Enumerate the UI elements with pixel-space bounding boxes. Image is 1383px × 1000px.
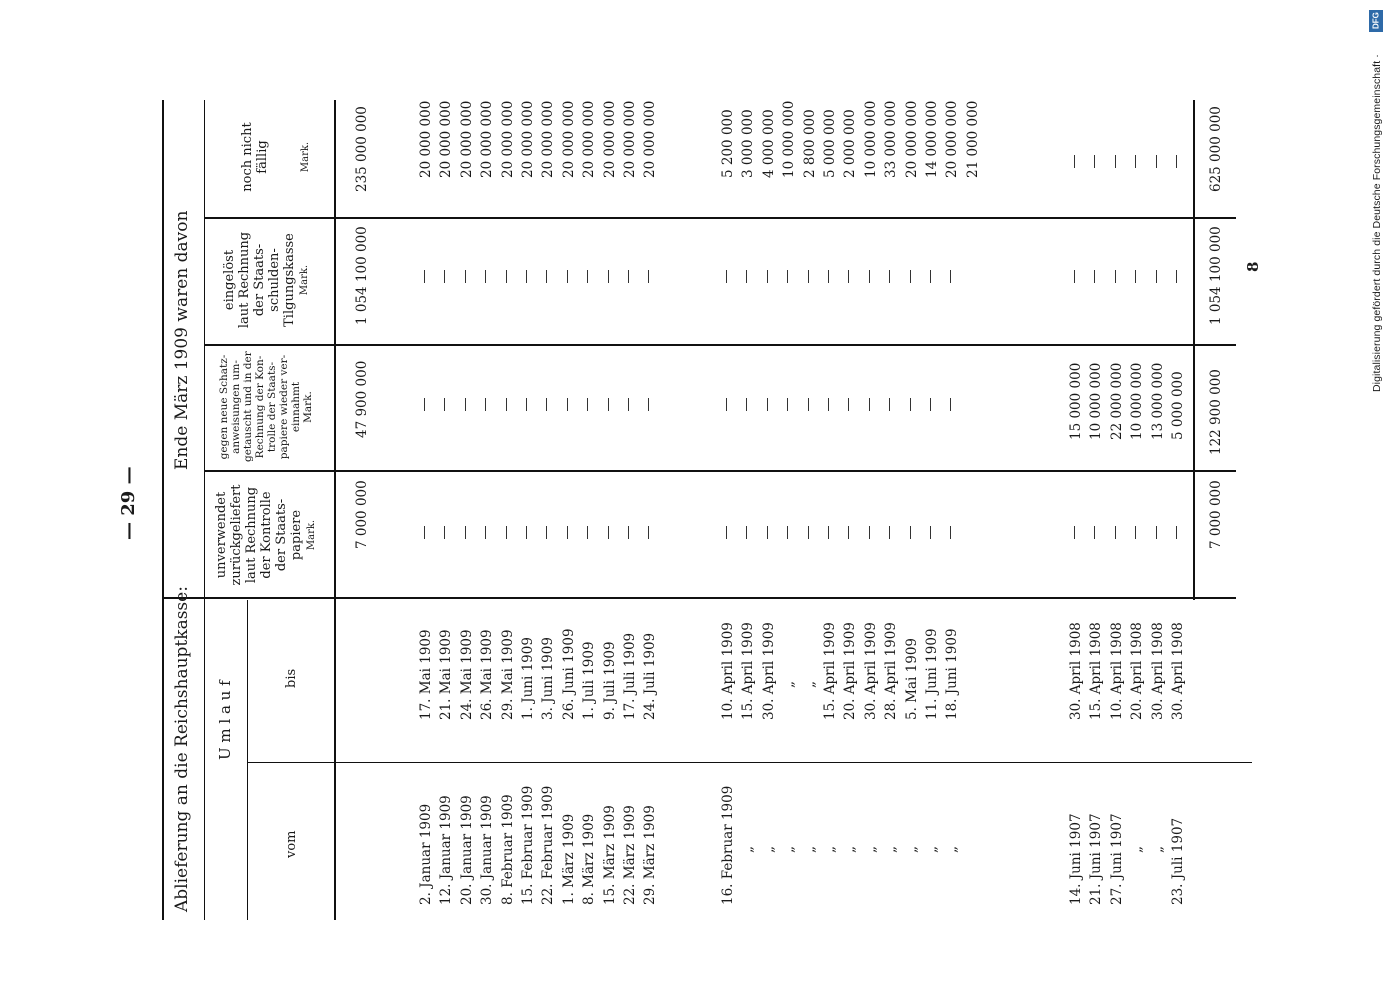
dash-mark: [910, 526, 911, 539]
table-row-vom: 14. Juni 1907: [1068, 813, 1084, 905]
dash-mark: [628, 270, 629, 283]
dash-mark: [628, 526, 629, 539]
table-row-bis: 15. April 1909: [822, 622, 838, 720]
dash-mark: [1094, 155, 1095, 168]
table-row-noch: 20 000 000: [479, 100, 496, 178]
table-row-bis: 30. April 1908: [1068, 622, 1084, 720]
dash-mark: [424, 270, 425, 283]
dash-mark: [910, 398, 911, 411]
dash-mark: [485, 526, 486, 539]
table-row-noch: 14 000 000: [924, 100, 940, 178]
total-eingeloest: 1 054 100 000: [1208, 226, 1224, 325]
dash-mark: [808, 526, 809, 539]
dash-mark: [787, 270, 788, 283]
dash-mark: [848, 398, 849, 411]
bis-header: bis: [284, 668, 299, 688]
digitization-credit: Digitalisierung gefördert durch die Deutsche Forschungsgemeinschaft ·: [1371, 54, 1383, 392]
dash-mark: [465, 398, 466, 411]
table-row-vom: 16. Februar 1909: [720, 785, 736, 905]
dash-mark: [889, 270, 890, 283]
table-row-vom: 2. Januar 1909: [418, 803, 434, 905]
table-row-bis: 21. Mai 1909: [438, 629, 455, 720]
hdr-line: getauscht und in der: [242, 351, 254, 462]
table-row-bis: 20. April 1908: [1129, 622, 1146, 720]
table-row-noch: 20 000 000: [438, 100, 455, 178]
dash-mark: [1115, 155, 1116, 168]
table-row-gegen: 13 000 000: [1149, 362, 1166, 440]
total-unverwendet: 7 000 000: [1208, 480, 1224, 549]
dash-mark: [506, 526, 507, 539]
col-sep-2: [204, 344, 1236, 346]
dash-mark: [869, 270, 870, 283]
table-row-noch: 20 000 000: [458, 100, 475, 178]
left-title: Ablieferung an die Reichshauptkasse:: [172, 586, 192, 912]
table-row-noch: 20 000 000: [499, 100, 516, 178]
table-row-vom: 22. März 1909: [622, 805, 638, 905]
table-row-bis: 11. Juni 1909: [924, 628, 940, 720]
table-row-noch: 10 000 000: [781, 100, 798, 178]
total-rule: [1193, 100, 1195, 600]
hdr-line: fällig: [255, 140, 270, 174]
hdr-line: gegen neue Schatz-: [218, 354, 230, 460]
dash-mark: [1176, 270, 1177, 283]
table-row-vom: „: [883, 846, 900, 853]
dash-mark: [444, 398, 445, 411]
table-row-gegen: 15 000 000: [1068, 362, 1084, 440]
hdr-line: Mark.: [300, 141, 311, 173]
table-row-bis: 24. Juli 1909: [642, 632, 659, 720]
dash-mark: [848, 526, 849, 539]
table-row-bis: 30. April 1908: [1149, 622, 1166, 720]
table-row-gegen: 10 000 000: [1129, 362, 1146, 440]
table-row-noch: 20 000 000: [540, 100, 557, 178]
dash-mark: [1115, 526, 1116, 539]
hdr-line: papiere wieder ver-: [278, 354, 290, 460]
dash-mark: [950, 526, 951, 539]
unverwendet-header: [214, 480, 319, 590]
dash-mark: [648, 270, 649, 283]
table-row-noch: 20 000 000: [944, 100, 961, 178]
table-row-vom: 8. März 1909: [581, 813, 598, 905]
table-row-bis: 30. April 1909: [760, 622, 777, 720]
table-row-noch: 20 000 000: [622, 100, 638, 178]
table-row-vom: 21. Juni 1907: [1088, 813, 1105, 905]
dash-mark: [526, 526, 527, 539]
table-row-bis: 17. Juli 1909: [622, 632, 638, 720]
dash-mark: [746, 270, 747, 283]
table-row-vom: „: [1129, 846, 1146, 853]
dash-mark: [608, 398, 609, 411]
dash-mark: [1176, 155, 1177, 168]
table-row-noch: 20 000 000: [581, 100, 598, 178]
table-row-noch: 20 000 000: [520, 100, 536, 178]
table-row-vom: „: [842, 846, 859, 853]
table-row-bis: 30. April 1908: [1170, 622, 1186, 720]
table-row-vom: 29. März 1909: [642, 805, 659, 905]
table-row-vom: „: [822, 846, 838, 853]
footer-mark: 8: [1244, 261, 1262, 272]
dash-mark: [1094, 526, 1095, 539]
noch-header: [240, 102, 313, 212]
table-row-gegen: 22 000 000: [1108, 362, 1125, 440]
table-row-vom: 22. Februar 1909: [540, 785, 557, 905]
right-title: Ende März 1909 waren davon: [172, 210, 192, 470]
dash-mark: [726, 398, 727, 411]
date-value-separator: [164, 597, 1236, 599]
dash-mark: [950, 270, 951, 283]
hdr-line: laut Rechnung: [244, 486, 259, 584]
table-row-gegen: 10 000 000: [1088, 362, 1105, 440]
table-row-bis: 18. Juni 1909: [944, 628, 961, 720]
table-row-noch: 2 800 000: [801, 109, 818, 178]
umlauf-header: U m l a u f: [216, 680, 234, 760]
hdr-line: schulden-: [267, 248, 282, 312]
table-row-bis: 26. Mai 1909: [479, 629, 496, 720]
hdr-line: Mark.: [302, 391, 314, 423]
table-row-bis: 28. April 1909: [883, 622, 900, 720]
dash-mark: [1135, 526, 1136, 539]
table-row-bis: 3. Juni 1909: [540, 637, 557, 720]
hdr-line: der Staats-: [252, 243, 267, 317]
dash-mark: [767, 398, 768, 411]
table-row-vom: „: [740, 846, 757, 853]
dash-mark: [767, 526, 768, 539]
page-number: — 29 —: [118, 466, 139, 540]
gegen-header: [218, 352, 314, 462]
dash-mark: [910, 270, 911, 283]
table-row-noch: 2 000 000: [842, 109, 859, 178]
table-row-bis: 15. April 1908: [1088, 622, 1105, 720]
dash-mark: [828, 270, 829, 283]
eingeloest-header: [222, 222, 312, 338]
table-row-vom: „: [944, 846, 961, 853]
dash-mark: [1156, 526, 1157, 539]
dash-mark: [506, 398, 507, 411]
table-row-bis: 5. Mai 1909: [903, 637, 920, 720]
dash-mark: [546, 526, 547, 539]
dash-mark: [1115, 270, 1116, 283]
dash-mark: [424, 526, 425, 539]
table-row-noch: 20 000 000: [418, 100, 434, 178]
table-row-noch: 33 000 000: [883, 100, 900, 178]
hdr-line: eingelöst: [222, 249, 237, 311]
dash-mark: [587, 398, 588, 411]
dash-mark: [1074, 155, 1075, 168]
hdr-line: der Staats-: [274, 498, 289, 572]
dfg-logo: DFG: [1369, 10, 1383, 32]
table-row-bis: „: [801, 681, 818, 688]
hdr-line: Tilgungskasse: [282, 233, 297, 327]
table-row-bis: 10. April 1908: [1108, 622, 1125, 720]
hdr-line: unverwendet: [214, 491, 229, 579]
dash-mark: [444, 270, 445, 283]
table-row-noch: 3 000 000: [740, 109, 757, 178]
vom-header: vom: [284, 830, 299, 858]
dash-mark: [648, 526, 649, 539]
table-row-bis: 30. April 1909: [862, 622, 879, 720]
table-row-noch: 21 000 000: [964, 100, 981, 178]
dash-mark: [608, 270, 609, 283]
dash-mark: [1074, 526, 1075, 539]
table-row-vom: „: [760, 846, 777, 853]
dash-mark: [608, 526, 609, 539]
dash-mark: [848, 270, 849, 283]
table-row-bis: „: [781, 681, 798, 688]
dash-mark: [587, 526, 588, 539]
dash-mark: [930, 526, 931, 539]
table-row-vom: 20. Januar 1909: [458, 795, 475, 905]
table-row-vom: 27. Juni 1907: [1108, 813, 1125, 905]
dash-mark: [726, 270, 727, 283]
vom-bis-separator: [248, 762, 1252, 763]
col-sep-1: [204, 470, 1236, 472]
dash-mark: [808, 270, 809, 283]
dash-mark: [808, 398, 809, 411]
table-row-noch: 20 000 000: [560, 100, 577, 178]
dash-mark: [1135, 155, 1136, 168]
hdr-line: trolle der Staats-: [266, 361, 278, 453]
table-row-vom: „: [903, 846, 920, 853]
table-row-vom: 1. März 1909: [560, 813, 577, 905]
carry-eingeloest: 1 054 100 000: [354, 226, 370, 325]
dash-mark: [567, 526, 568, 539]
dash-mark: [1176, 526, 1177, 539]
dash-mark: [424, 398, 425, 411]
table-row-noch: 20 000 000: [903, 100, 920, 178]
table-row-noch: 5 000 000: [822, 109, 838, 178]
dash-mark: [506, 270, 507, 283]
carry-noch: 235 000 000: [354, 106, 370, 192]
hdr-line: Mark.: [299, 264, 310, 296]
dash-mark: [1094, 270, 1095, 283]
dash-mark: [787, 398, 788, 411]
dash-mark: [526, 398, 527, 411]
dash-mark: [950, 398, 951, 411]
table-row-gegen: 5 000 000: [1170, 371, 1186, 440]
table-row-bis: 26. Juni 1909: [560, 628, 577, 720]
table-header-rule: [334, 100, 336, 920]
dash-mark: [726, 526, 727, 539]
dash-mark: [787, 526, 788, 539]
dash-mark: [587, 270, 588, 283]
dash-mark: [485, 398, 486, 411]
table-row-bis: 15. April 1909: [740, 622, 757, 720]
hdr-line: einnahmt: [290, 381, 302, 433]
hdr-line: zurückgeliefert: [229, 484, 244, 586]
dash-mark: [889, 526, 890, 539]
hdr-line: papiere: [289, 509, 304, 561]
table-row-noch: 20 000 000: [642, 100, 659, 178]
dash-mark: [930, 270, 931, 283]
hdr-line: laut Rechnung: [237, 231, 252, 329]
table-row-vom: 15. März 1909: [601, 805, 618, 905]
dash-mark: [828, 526, 829, 539]
total-gegen: 122 900 000: [1208, 369, 1224, 455]
dash-mark: [526, 270, 527, 283]
table-row-bis: 1. Juli 1909: [581, 641, 598, 720]
table-row-bis: 1. Juni 1909: [520, 637, 536, 720]
table-row-vom: „: [924, 846, 940, 853]
table-row-vom: „: [862, 846, 879, 853]
hdr-line: der Kontrolle: [259, 491, 274, 579]
dash-mark: [1156, 270, 1157, 283]
table-row-noch: 20 000 000: [601, 100, 618, 178]
hdr-line: noch nicht: [240, 122, 255, 192]
table-row-vom: 30. Januar 1909: [479, 795, 496, 905]
dash-mark: [1135, 270, 1136, 283]
dash-mark: [546, 398, 547, 411]
total-noch: 625 000 000: [1208, 106, 1224, 192]
dash-mark: [465, 526, 466, 539]
umlauf-rule: [247, 600, 248, 920]
table-row-bis: 10. April 1909: [720, 622, 736, 720]
dash-mark: [828, 398, 829, 411]
table-row-noch: 4 000 000: [760, 109, 777, 178]
table-row-vom: 23. Juli 1907: [1170, 817, 1186, 905]
table-row-vom: 8. Februar 1909: [499, 794, 516, 905]
hdr-line: Rechnung der Kon-: [254, 355, 266, 459]
dash-mark: [628, 398, 629, 411]
table-row-vom: „: [781, 846, 798, 853]
table-row-vom: „: [801, 846, 818, 853]
title-rule: [204, 100, 205, 920]
dash-mark: [746, 398, 747, 411]
table-row-noch: 5 200 000: [720, 109, 736, 178]
dash-mark: [869, 398, 870, 411]
table-left-rule: [162, 100, 164, 920]
table-row-bis: 24. Mai 1909: [458, 629, 475, 720]
dash-mark: [546, 270, 547, 283]
dash-mark: [746, 526, 747, 539]
dash-mark: [869, 526, 870, 539]
dash-mark: [567, 270, 568, 283]
dash-mark: [648, 398, 649, 411]
table-row-vom: 12. Januar 1909: [438, 795, 455, 905]
table-row-bis: 29. Mai 1909: [499, 629, 516, 720]
table-row-noch: 10 000 000: [862, 100, 879, 178]
table-row-bis: 20. April 1909: [842, 622, 859, 720]
carry-unverwendet: 7 000 000: [354, 480, 370, 549]
col-sep-3: [204, 217, 1236, 219]
dash-mark: [767, 270, 768, 283]
dash-mark: [465, 270, 466, 283]
dash-mark: [444, 526, 445, 539]
table-row-bis: 9. Juli 1909: [601, 641, 618, 720]
table-row-vom: „: [1149, 846, 1166, 853]
table-row-bis: 17. Mai 1909: [418, 629, 434, 720]
dash-mark: [889, 398, 890, 411]
hdr-line: Mark.: [306, 519, 317, 551]
dash-mark: [1074, 270, 1075, 283]
table-row-vom: 15. Februar 1909: [520, 785, 536, 905]
dash-mark: [930, 398, 931, 411]
dash-mark: [485, 270, 486, 283]
dash-mark: [1156, 155, 1157, 168]
hdr-line: anweisungen um-: [230, 360, 242, 454]
carry-gegen: 47 900 000: [354, 360, 370, 438]
dash-mark: [567, 398, 568, 411]
